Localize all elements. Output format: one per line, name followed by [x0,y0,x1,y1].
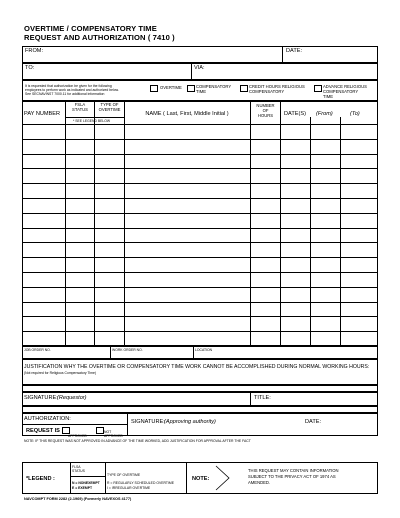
table-row[interactable] [23,155,377,169]
justification-note: (Not required for Religious Compensatory Time) [24,371,96,375]
col-header-hours-l3: HOURS [257,113,274,118]
col-header-type-l2: OVERTIME [98,107,121,112]
comp-time-checkbox[interactable] [187,85,195,92]
table-row[interactable] [23,288,377,302]
not-label-l1: NOT [104,430,112,434]
title-label: TITLE: [254,395,271,401]
signature-requestor-hint: (Requestor) [57,395,87,401]
col-header-dates: DATE(S) [284,111,306,117]
table-row[interactable] [23,273,377,287]
comp-time-label-l1: COMPENSATORY [196,84,232,89]
table-row[interactable] [23,184,377,198]
table-row[interactable] [23,243,377,257]
request-is-label: REQUEST IS [26,428,60,434]
col-header-hours-l2: OF [262,108,269,113]
to-label: TO: [25,65,35,71]
col-header-type-l1: TYPE OF [100,102,119,107]
justification-label: JUSTIFICATION WHY THE OVERTIME OR COMPENSATORY TIME WORK CANNOT BE ACCOMPLISHED DURING NORMAL WORKING HOURS: [24,364,370,370]
request-note-line3: See SECNAVINST 7000.11 for additional information [25,92,105,96]
privacy-line3: AMENDED. [248,480,271,485]
request-note-line2: employees to perform work as indicated and authorized below. [25,88,119,92]
legend-regular: R = REGULARLY SCHEDULED OVERTIME [107,481,174,485]
legend-irregular: I = IRREGULAR OVERTIME [107,486,151,490]
date-label: DATE: [286,48,303,54]
approved-checkbox[interactable] [62,427,70,434]
via-label: VIA: [194,65,205,71]
col-header-to: (To) [350,111,360,117]
table-row[interactable] [23,140,377,154]
authorization-label: AUTHORIZATION: [24,416,71,422]
job-order-label: JOB ORDER NO. [24,348,51,352]
from-label: FROM: [25,48,44,54]
privacy-line2: SUBJECT TO THE PRIVACY ACT OF 1974 AS [248,474,336,479]
work-order-label: WORK ORDER NO. [112,348,143,352]
table-row[interactable] [23,214,377,228]
col-header-pay-number: PAY NUMBER [24,111,61,117]
legend-note: * SEE LEGEND BELOW [73,119,111,123]
comp-time-label-l2: TIME [196,89,207,94]
col-header-name: NAME ( Last, First, Middle Initial ) [145,111,229,117]
date-field[interactable] [305,47,377,62]
col-header-hours-l1: NUMBER [256,103,275,108]
col-header-flsa-l2: STATUS [72,107,88,112]
not-approved-checkbox[interactable] [96,427,104,434]
legend-flsa-l1: FLSA [72,465,81,469]
request-note-line1: It is requested that authorization be given for the following [25,84,112,88]
form-number: NAVCOMPT FORM 2282 (2-1969) (Formerly NAVEXOS 4177) [24,497,132,501]
advance-label-l1: ADVANCE RELIGIOUS [323,84,367,89]
not-label-l2: APPROVED [104,434,123,438]
approver-signature-label: SIGNATURE: [131,419,165,425]
requestor-signature-field[interactable] [90,393,248,405]
title-field[interactable] [275,393,377,405]
col-header-flsa-l1: FSLA [74,102,86,107]
table-row[interactable] [23,317,377,331]
privacy-line1: THIS REQUEST MAY CONTAIN INFORMATION [248,468,339,473]
form-title-line2: REQUEST AND AUTHORIZATION ( 7410 ) [24,33,175,42]
table-row[interactable] [23,125,377,139]
table-row[interactable] [23,199,377,213]
authorization-note: NOTE: IF THIS REQUEST WAS NOT APPROVED IN ADVANCE OF THE TIME WORKED, ADD JUSTIFICATION FOR APPROVAL AFTER THE FACT [24,439,251,443]
approved-label: APPROVED [68,434,87,438]
legend-note-label: NOTE: [192,476,210,482]
chevron-right-icon [214,463,232,493]
table-row[interactable] [23,229,377,243]
credit-hours-label-l1: CREDIT HOURS RELIGIOUS [249,84,305,89]
col-header-from: (From) [316,111,333,117]
authorization-date-label: DATE: [305,419,322,425]
from-field[interactable] [50,47,280,62]
signature-label: SIGNATURE: [24,395,58,401]
legend-nonexempt: N = NONEXEMPT [72,481,100,485]
table-row[interactable] [23,258,377,272]
to-field[interactable] [40,64,188,79]
overtime-label: OVERTIME [160,85,182,90]
legend-flsa-l2: STATUS [72,469,85,473]
overtime-checkbox[interactable] [150,85,158,92]
table-row[interactable] [23,169,377,183]
legend-exempt: E = EXEMPT [72,486,93,490]
location-label: LOCATION [195,348,213,352]
legend-type-head: TYPE OF OVERTIME [107,473,141,477]
table-row[interactable] [23,332,377,346]
via-field[interactable] [208,64,376,79]
approver-signature-hint: (Approving authority) [164,419,216,425]
advance-religious-checkbox[interactable] [314,85,322,92]
table-row[interactable] [23,303,377,317]
legend-label: *LEGEND : [26,476,55,482]
credit-hours-checkbox[interactable] [240,85,248,92]
form-title-line1: OVERTIME / COMPENSATORY TIME [24,24,157,33]
credit-hours-label-l2: COMPENSATORY [249,89,285,94]
advance-label-l3: TIME [323,94,334,99]
advance-label-l2: COMPENSATORY [323,89,359,94]
